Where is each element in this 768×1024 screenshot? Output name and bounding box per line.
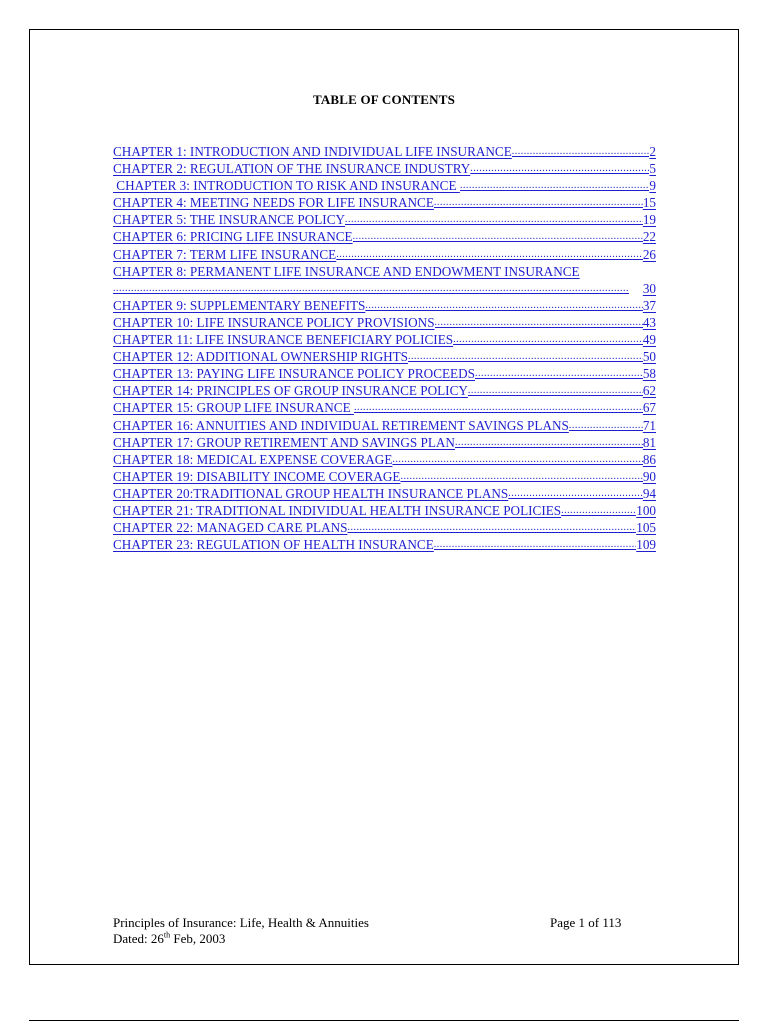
dot-leader (475, 365, 643, 382)
document-page (29, 29, 739, 965)
toc-entry-chapter-5[interactable] (113, 211, 656, 228)
toc-entry-page: 15 (642, 195, 656, 211)
toc-entry-title: CHAPTER 22: MANAGED CARE PLANS (113, 520, 348, 536)
dot-leader (408, 348, 643, 365)
toc-entry-page: 26 (642, 246, 656, 262)
toc-entry-page: 86 (642, 451, 656, 467)
toc-entry-page: 43 (642, 314, 656, 330)
toc-entry-title: CHAPTER 18: MEDICAL EXPENSE COVERAGE (113, 451, 393, 467)
toc-entry-page: 71 (642, 417, 656, 433)
toc-entry-title: CHAPTER 20:TRADITIONAL GROUP HEALTH INSURANCE PLANS (113, 485, 509, 501)
toc-entry-title: CHAPTER 15: GROUP LIFE INSURANCE (113, 400, 354, 416)
dot-leader (460, 177, 650, 194)
dot-leader (468, 382, 643, 399)
dot-leader (455, 434, 643, 451)
next-page-top-border (29, 1020, 739, 1021)
toc-entry-title: CHAPTER 11: LIFE INSURANCE BENEFICIARY POLICIES (113, 332, 454, 348)
toc-entry-page: 50 (642, 349, 656, 365)
toc-entry-title: CHAPTER 21: TRADITIONAL INDIVIDUAL HEALTH INSURANCE POLICIES (113, 502, 562, 518)
dot-leader (353, 228, 643, 245)
toc-entry-chapter-7[interactable] (113, 246, 656, 263)
toc-entry-chapter-20[interactable] (113, 485, 656, 502)
toc-entry-page: 2 (649, 144, 656, 159)
toc-entry-chapter-19[interactable] (113, 468, 656, 485)
toc-entry-title: CHAPTER 3: INTRODUCTION TO RISK AND INSURANCE (113, 178, 460, 194)
footer-date (113, 931, 369, 947)
dot-leader (569, 417, 643, 434)
dot-leader (345, 211, 643, 228)
footer-book-title: Principles of Insurance: Life, Health & Annuities (113, 915, 369, 930)
toc-entry-continuation (113, 280, 656, 297)
toc-entry-page: 109 (636, 537, 656, 553)
toc-list (113, 143, 656, 553)
page-number: Page 1 of 113 (550, 915, 622, 930)
toc-entry-chapter-12[interactable] (113, 348, 656, 365)
toc-entry-chapter-8[interactable] (113, 263, 656, 297)
toc-entry-chapter-23[interactable] (113, 536, 656, 553)
toc-entry-page: 100 (636, 502, 656, 518)
toc-entry-page: 5 (649, 161, 656, 177)
toc-entry-title: CHAPTER 5: THE INSURANCE POLICY (113, 212, 346, 228)
toc-entry-chapter-18[interactable] (113, 451, 656, 468)
dot-leader (392, 451, 642, 468)
toc-entry-chapter-13[interactable] (113, 365, 656, 382)
toc-entry-chapter-14[interactable] (113, 382, 656, 399)
dot-leader (512, 143, 650, 160)
toc-entry-title: CHAPTER 16: ANNUITIES AND INDIVIDUAL RETIREMENT SAVINGS PLANS (113, 417, 569, 433)
toc-entry-title: CHAPTER 7: TERM LIFE INSURANCE (113, 246, 337, 262)
toc-entry-title: CHAPTER 17: GROUP RETIREMENT AND SAVINGS PLAN (113, 434, 455, 450)
page-footer-left (113, 915, 369, 947)
toc-entry-page: 58 (642, 366, 656, 382)
toc-entry-chapter-15[interactable] (113, 399, 656, 416)
dot-leader (561, 502, 636, 519)
toc-entry-page: 62 (642, 383, 656, 399)
toc-entry-chapter-1[interactable] (113, 143, 656, 160)
toc-entry-page: 81 (642, 434, 656, 450)
toc-entry-title: CHAPTER 10: LIFE INSURANCE POLICY PROVISIONS (113, 314, 435, 330)
dot-leader (434, 536, 636, 553)
toc-entry-chapter-4[interactable] (113, 194, 656, 211)
toc-entry-title: CHAPTER 23: REGULATION OF HEALTH INSURANCE (113, 537, 434, 553)
toc-entry-chapter-22[interactable] (113, 519, 656, 536)
dot-leader (434, 194, 643, 211)
dot-leader (365, 297, 642, 314)
toc-entry-chapter-3[interactable] (113, 177, 656, 194)
toc-entry-page: 67 (642, 400, 656, 416)
dot-leader (354, 399, 643, 416)
dot-leader (113, 280, 643, 297)
toc-entry-title: CHAPTER 2: REGULATION OF THE INSURANCE INDUSTRY (113, 161, 471, 177)
dot-leader (347, 519, 636, 536)
toc-entry-chapter-9[interactable] (113, 297, 656, 314)
toc-entry-title: CHAPTER 9: SUPPLEMENTARY BENEFITS (113, 297, 366, 313)
toc-entry-chapter-17[interactable] (113, 434, 656, 451)
toc-entry-title: CHAPTER 13: PAYING LIFE INSURANCE POLICY PROCEEDS (113, 366, 475, 382)
toc-entry-page: 22 (642, 229, 656, 245)
toc-entry-page: 37 (642, 297, 656, 313)
toc-entry-page: 9 (649, 178, 656, 194)
dot-leader (470, 160, 649, 177)
toc-entry-title: CHAPTER 19: DISABILITY INCOME COVERAGE (113, 468, 401, 484)
toc-entry-title: CHAPTER 8: PERMANENT LIFE INSURANCE AND ENDOWMENT INSURANCE (113, 263, 580, 279)
footer-date-prefix: Dated: 26 (113, 931, 164, 946)
dot-leader (453, 331, 643, 348)
dot-leader (336, 246, 643, 263)
toc-entry-chapter-6[interactable] (113, 228, 656, 245)
toc-heading: TABLE OF CONTENTS (312, 92, 456, 107)
toc-entry-page: 49 (642, 332, 656, 348)
toc-entry-chapter-21[interactable] (113, 502, 656, 519)
toc-entry-chapter-11[interactable] (113, 331, 656, 348)
toc-entry-page: 30 (642, 280, 656, 296)
toc-entry-chapter-16[interactable] (113, 417, 656, 434)
toc-entry-title: CHAPTER 12: ADDITIONAL OWNERSHIP RIGHTS (113, 349, 409, 365)
toc-entry-chapter-10[interactable] (113, 314, 656, 331)
dot-leader (508, 485, 643, 502)
toc-entry-title: CHAPTER 4: MEETING NEEDS FOR LIFE INSURANCE (113, 195, 434, 211)
dot-leader (400, 468, 642, 485)
toc-entry-page: 90 (642, 468, 656, 484)
toc-entry-title: CHAPTER 1: INTRODUCTION AND INDIVIDUAL LIFE INSURANCE (113, 144, 512, 159)
toc-entry-chapter-2[interactable] (113, 160, 656, 177)
footer-date-sup: th (163, 930, 171, 940)
dot-leader (435, 314, 643, 331)
footer-date-suffix: Feb, 2003 (170, 931, 226, 946)
toc-entry-title: CHAPTER 14: PRINCIPLES OF GROUP INSURANCE POLICY (113, 383, 468, 399)
toc-entry-page: 105 (636, 520, 656, 536)
toc-entry-page: 94 (642, 485, 656, 501)
toc-entry-title: CHAPTER 6: PRICING LIFE INSURANCE (113, 229, 353, 245)
toc-entry-page: 19 (642, 212, 656, 228)
